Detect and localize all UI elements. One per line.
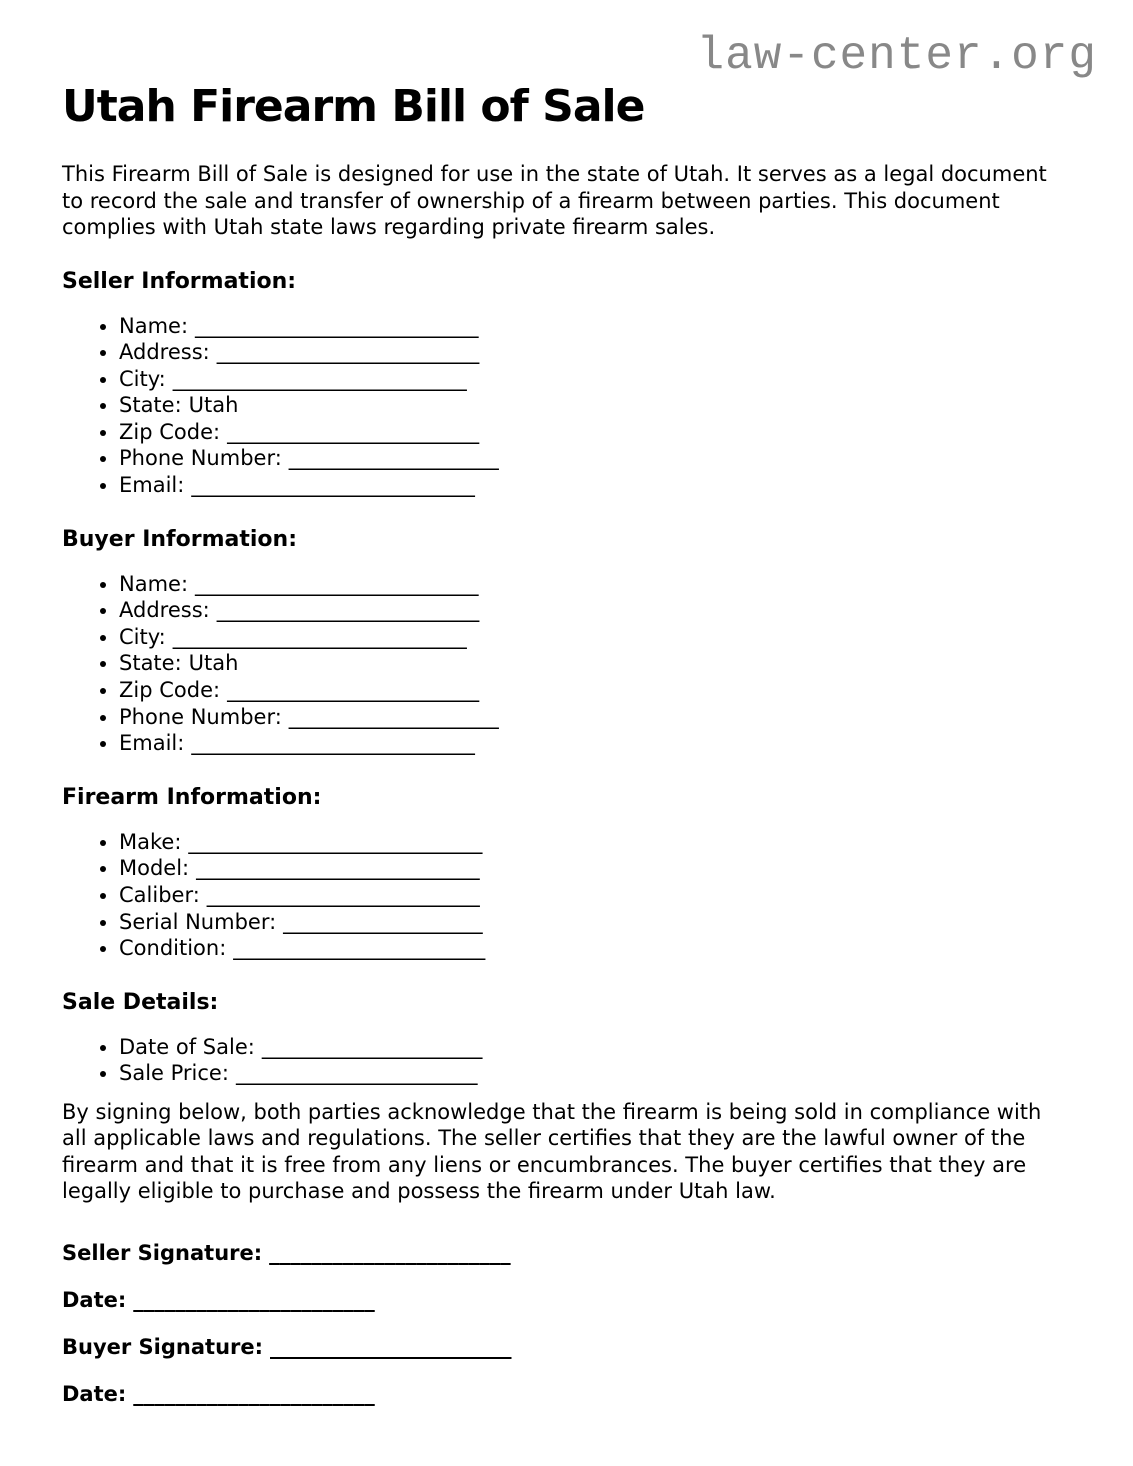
field-label: Email:	[119, 473, 185, 498]
field-firearm-condition	[119, 935, 1071, 962]
field-label: Model:	[119, 856, 190, 881]
field-seller-email	[119, 472, 1071, 499]
field-value: Utah	[188, 651, 239, 676]
field-buyer-city	[119, 624, 1071, 651]
blank-line: ___________________________	[195, 313, 479, 338]
field-buyer-email	[119, 730, 1071, 757]
signature-label: Buyer Signature:	[62, 1334, 264, 1359]
field-date-of-sale	[119, 1034, 1071, 1061]
blank-line: __________________________	[206, 883, 480, 907]
firearm-info-list	[62, 829, 1071, 962]
field-firearm-make	[119, 829, 1071, 856]
acknowledgment-paragraph: By signing below, both parties acknowledge that the firearm is being sold in compliance with all applicable laws and regulations. The seller certifies that they are the lawful owner of the firearm and that it is free from any liens or encumbrances. The buyer certifies that they are legally eligible to purchase and possess the firearm under Utah law.	[62, 1099, 1042, 1204]
signature-line: _______________________	[270, 1334, 512, 1359]
field-label: Email:	[119, 731, 185, 756]
buyer-signature-row	[62, 1333, 1071, 1361]
field-buyer-name	[119, 571, 1071, 598]
blank-line: _____________________	[261, 1034, 483, 1059]
blank-line: ____________________________	[172, 624, 467, 649]
blank-line: ___________________________	[191, 473, 475, 498]
field-firearm-serial-number	[119, 909, 1071, 936]
signature-line: _______________________	[133, 1381, 375, 1406]
blank-line: ___________________________	[196, 856, 480, 881]
field-firearm-model	[119, 855, 1071, 882]
seller-info-list	[62, 313, 1071, 499]
field-label: Name:	[119, 571, 189, 596]
blank-line: ____________________________	[172, 366, 467, 391]
buyer-info-list	[62, 571, 1071, 757]
field-seller-zip	[119, 419, 1071, 446]
field-sale-price	[119, 1060, 1071, 1087]
blank-line: _________________________	[216, 598, 480, 623]
blank-line: ___________________________	[191, 731, 475, 756]
field-label: Address:	[119, 340, 210, 365]
blank-line: ________________________	[227, 419, 480, 444]
section-heading-buyer-information: Buyer Information:	[62, 526, 297, 552]
seller-date-row	[62, 1286, 1071, 1314]
field-seller-state	[119, 392, 1071, 419]
signature-label: Date:	[62, 1287, 127, 1312]
field-label: Zip Code:	[119, 678, 221, 703]
blank-line: ___________________________	[195, 571, 479, 596]
section-heading-firearm-information: Firearm Information:	[62, 784, 322, 810]
buyer-date-row	[62, 1380, 1071, 1408]
signature-label: Date:	[62, 1381, 127, 1406]
field-buyer-state	[119, 650, 1071, 677]
field-seller-address	[119, 339, 1071, 366]
field-label: Serial Number:	[119, 909, 277, 934]
field-label: City:	[119, 624, 166, 649]
field-seller-phone	[119, 445, 1071, 472]
field-value: Utah	[188, 393, 239, 418]
section-heading-sale-details: Sale Details:	[62, 989, 219, 1015]
blank-line: ________________________	[227, 678, 480, 703]
blank-line: ____________________	[288, 704, 499, 729]
blank-line: ___________________	[283, 909, 483, 934]
signature-line: _______________________	[269, 1240, 511, 1265]
seller-signature-row	[62, 1239, 1071, 1267]
field-label: Sale Price:	[119, 1061, 229, 1086]
field-label: State:	[119, 651, 182, 676]
signature-block	[62, 1239, 1071, 1408]
field-label: State:	[119, 393, 182, 418]
field-label: Condition:	[119, 936, 227, 961]
signature-line: _______________________	[133, 1287, 375, 1312]
field-buyer-zip	[119, 677, 1071, 704]
page-title: Utah Firearm Bill of Sale	[62, 81, 645, 132]
site-logo: law-center.org	[696, 30, 1097, 82]
field-seller-name	[119, 313, 1071, 340]
blank-line: ____________________________	[188, 829, 483, 854]
field-label: Name:	[119, 313, 189, 338]
field-firearm-caliber	[119, 882, 1071, 909]
field-seller-city	[119, 366, 1071, 393]
field-label: Address:	[119, 598, 210, 623]
field-label: Make:	[119, 829, 182, 854]
signature-label: Seller Signature:	[62, 1240, 263, 1265]
blank-line: ____________________	[288, 446, 499, 471]
field-label: Phone Number:	[119, 446, 282, 471]
field-label: City:	[119, 366, 166, 391]
sale-details-list	[62, 1034, 1071, 1087]
field-label: Zip Code:	[119, 419, 221, 444]
blank-line: _______________________	[235, 1061, 478, 1086]
field-buyer-phone	[119, 704, 1071, 731]
field-label: Caliber:	[119, 883, 200, 907]
field-buyer-address	[119, 597, 1071, 624]
blank-line: ________________________	[233, 936, 486, 961]
intro-paragraph: This Firearm Bill of Sale is designed for use in the state of Utah. It serves as a legal document to record the sale and transfer of ownership of a firearm between parties. This document complies with Utah state laws regarding private firearm sales.	[62, 162, 1047, 239]
blank-line: _________________________	[216, 340, 480, 365]
field-label: Date of Sale:	[119, 1034, 255, 1059]
section-heading-seller-information: Seller Information:	[62, 268, 297, 294]
field-label: Phone Number:	[119, 704, 282, 729]
